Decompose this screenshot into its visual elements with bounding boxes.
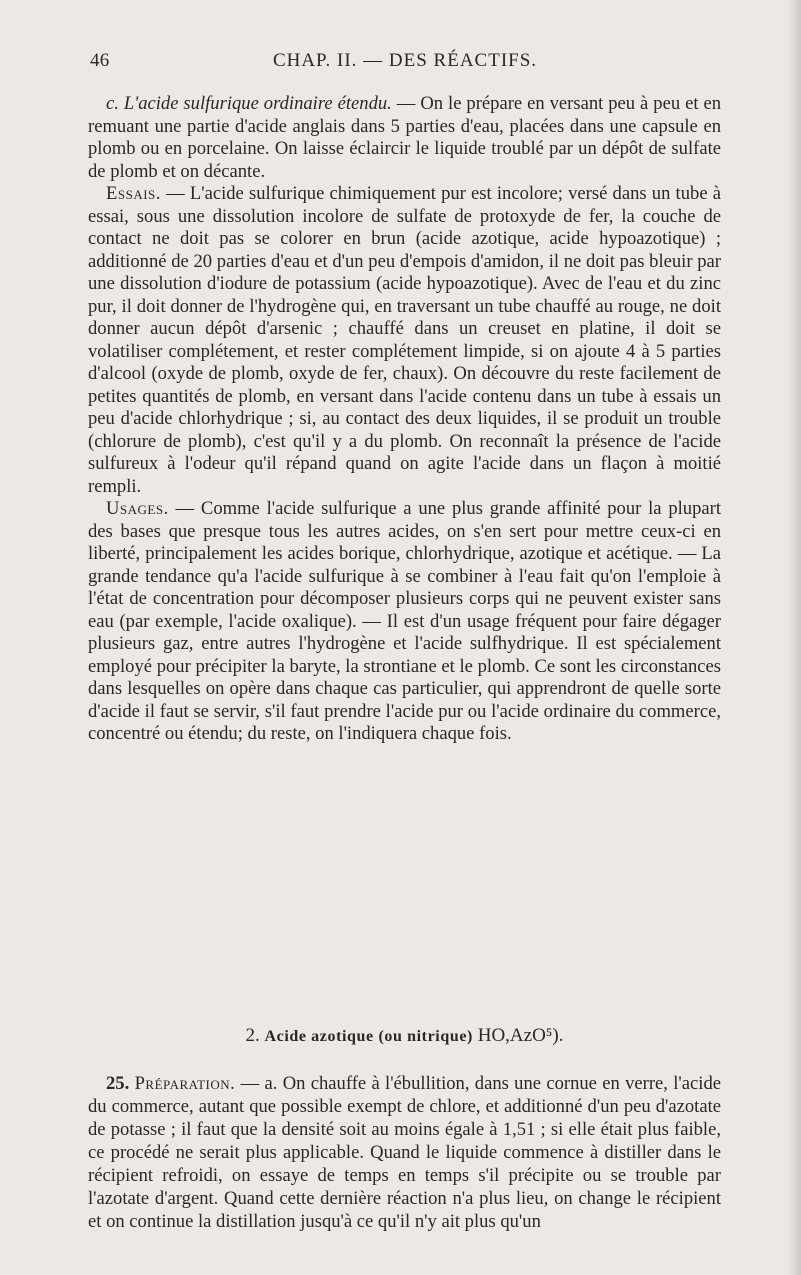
section-title: Acide azotique [264,1028,374,1045]
paragraph-usages-label: Usages. [106,498,169,519]
paragraph-25-text: — a. On chauffe à l'ébullition, dans une cornue en verre, l'acide du commerce, autant que possible exempt de chlore, et additionné d'un peu d'azotate de potasse ; il faut que la densité soit au moins égale à 1,51 ; si elle était plus faible, ce procédé ne serait plus applicable. Quand le liquide commence à distiller dans le récipient refroidi, on essaye de temps en temps s'il précipite ou se trouble par l'azotate d'argent. Quand cette dernière réaction n'a plus lieu, on change le récipient et on continue la distillation jusqu'à ce qu'il n'y ait plus qu'un [88,1073,721,1232]
paragraph-essais-text: — L'acide sulfurique chimiquement pur est incolore; versé dans un tube à essai, sous une dissolution incolore de sulfate de protoxyde de fer, la couche de contact ne doit pas se colorer en brun (acide azotique, acide hypoazotique) ; additionné de 20 parties d'eau et d'un peu d'empois d'amidon, il ne doit pas bleuir par une dissolution d'iodure de potassium (acide hypoazotique). Avec de l'eau et du zinc pur, il doit donner de l'hydrogène qui, en traversant un tube chauffé au rouge, ne doit donner aucun dépôt d'arsenic ; chauffé dans un creuset en platine, il doit se volatiliser complétement, et rester complétement limpide, si on ajoute 4 à 5 parties d'alcool (oxyde de plomb, oxyde de fer, chaux). On découvre du reste facilement de petites quantités de plomb, en versant dans l'acide contenu dans un tube à essais un peu d'acide chlorhydrique ; si, au contact des deux liquides, il se produit un trouble (chlorure de plomb), c'est qu'il y a du plomb. On reconnaît la présence de l'acide sulfureux à l'odeur qu'il répand quand on agite l'acide dans un flaçon à moitié rempli. [88,183,721,497]
page-number: 46 [90,50,110,71]
section-number: 2. [245,1025,260,1046]
paragraph-c [88,93,721,183]
section-formula: HO,AzO⁵). [477,1025,564,1046]
paragraph-c-text: — On le prépare en versant peu à peu et en remuant une partie d'acide anglais dans 5 parties d'eau, placées dans une capsule en plomb ou en porcelaine. On laisse éclaircir le liquide troublé par un dépôt de sulfate de plomb et on décante. [88,93,722,182]
paragraph-c-title: L'acide sulfurique ordinaire étendu. [123,93,392,114]
section-heading [88,1025,721,1047]
running-head: CHAP. II. — DES RÉACTIFS. [272,50,538,71]
section-text-block [88,1072,721,1233]
section-alt-name: (ou nitrique) [378,1028,473,1045]
main-text-block [88,93,721,746]
page-header [90,50,720,80]
paragraph-c-label: c. [106,93,119,114]
paragraph-25 [88,1072,721,1233]
paragraph-25-number: 25. [106,1073,130,1094]
paragraph-usages-text: — Comme l'acide sulfurique a une plus grande affinité pour la plupart des bases que presque tous les autres acides, on s'en sert pour mettre ceux-ci en liberté, principalement les acides borique, chlorhydrique, azotique et acétique. — La grande tendance qu'a l'acide sulfurique à se combiner à l'eau fait qu'on l'emploie à l'état de concentration pour décomposer plusieurs corps qui ne peuvent exister sans eau (par exemple, l'acide oxalique). — Il est d'un usage fréquent pour faire dégager plusieurs gaz, entre autres l'hydrogène et l'acide sulfhydrique. Il est spécialement employé pour précipiter la baryte, la strontiane et le plomb. Ce sont les circonstances dans lesquelles on opère dans chaque cas particulier, qui apprendront de quelle sorte d'acide il faut se servir, s'il faut prendre l'acide pur ou l'acide ordinaire du commerce, concentré ou étendu; du reste, on l'indiquera chaque fois. [88,498,721,744]
paragraph-usages [88,498,721,746]
paragraph-essais [88,183,721,498]
page-edge-shadow [787,0,801,1275]
paragraph-essais-label: Essais. [106,183,161,204]
paragraph-25-label: Préparation. [134,1073,236,1094]
